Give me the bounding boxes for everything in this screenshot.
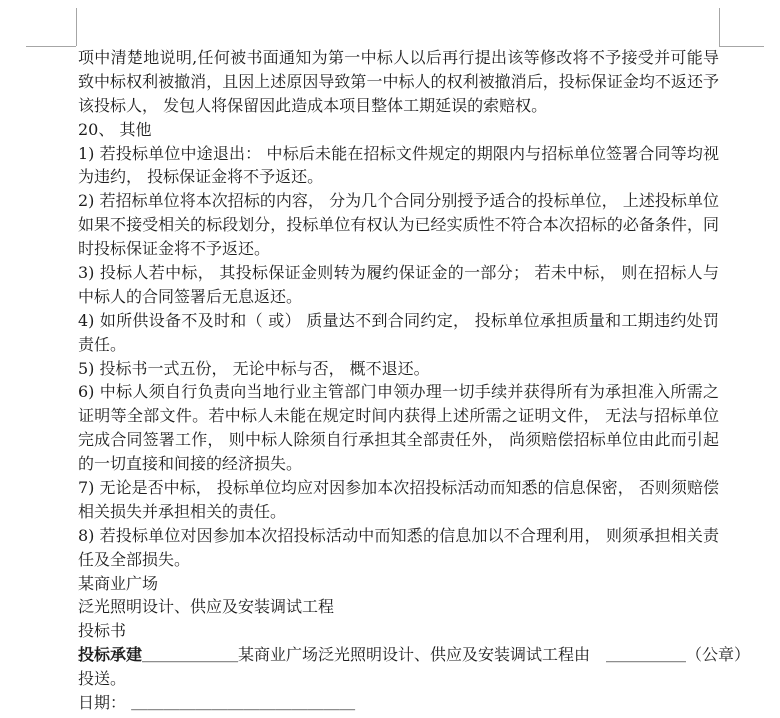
text-line: 致中标权利被撤消，且因上述原因导致第一中标人的权利被撤消后，投标保证金均不返还予 xyxy=(78,71,719,91)
margin-crop-mark-left-vertical xyxy=(76,8,77,46)
margin-crop-mark-right-vertical xyxy=(719,8,720,46)
text-line: 8) 若投标单位对因参加本次招投标活动中而知悉的信息加以不合理利用， 则须承担相关责 xyxy=(78,525,719,545)
text-line: 3) 投标人若中标， 其投标保证金则转为履约保证金的一部分； 若未中标， 则在招标人与 xyxy=(78,263,719,283)
text-line: 该投标人， 发包人将保留因此造成本项目整体工期延误的索赔权。 xyxy=(78,95,548,115)
text-line xyxy=(78,643,751,667)
margin-crop-mark-left-horizontal xyxy=(26,46,76,47)
text-line: 2) 若招标单位将本次招标的内容， 分为几个合同分别授予适合的投标单位， 上述投标单位 xyxy=(78,191,719,211)
text-line: 的一切直接和间接的经济损失。 xyxy=(78,454,303,474)
text-line: 20、 其他 xyxy=(78,119,152,139)
text-line: 投送。 xyxy=(78,669,127,689)
text-line: 证明等全部文件。若中标人未能在规定时间内获得上述所需之证明文件， 无法与招标单位 xyxy=(78,406,719,426)
text-line: 4) 如所供设备不及时和（ 或） 质量达不到合同约定， 投标单位承担质量和工期违约处罚 xyxy=(78,310,719,330)
text-line: 任及全部损失。 xyxy=(78,549,191,569)
text-line: 中标人的合同签署后无息返还。 xyxy=(78,286,303,306)
text-line: 为违约， 投标保证金将不予返还。 xyxy=(78,167,324,187)
text-line: 1) 若投标单位中途退出： 中标后未能在招标文件规定的期限内与招标单位签署合同等均视 xyxy=(78,143,719,163)
text-line: 如果不接受相关的标段划分，投标单位有权认为已经实质性不符合本次招标的必备条件，同 xyxy=(78,215,719,235)
text-segment: 投标承建 xyxy=(78,645,143,665)
document-body xyxy=(78,46,751,715)
text-line: 投标书 xyxy=(78,621,127,641)
text-line: 日期： ＿＿＿＿＿＿＿＿＿＿＿＿＿＿ xyxy=(78,693,356,713)
margin-crop-mark-right-horizontal xyxy=(719,46,764,47)
text-segment: ＿＿＿＿＿＿某商业广场泛光照明设计、供应及安装调试工程由 xyxy=(142,645,607,665)
text-line: 5) 投标书一式五份， 无论中标与否， 概不退还。 xyxy=(78,358,430,378)
text-line: 责任。 xyxy=(78,334,127,354)
text-line: 某商业广场 xyxy=(78,573,159,593)
text-line: 泛光照明设计、供应及安装调试工程 xyxy=(78,597,335,617)
text-segment: ＿＿＿＿＿（公章） xyxy=(606,645,751,665)
text-line: 相关损失并承担相关的责任。 xyxy=(78,501,287,521)
text-line: 时投标保证金将不予返还。 xyxy=(78,239,271,259)
text-line: 6) 中标人须自行负责向当地行业主管部门申领办理一切手续并获得所有为承担准入所需之 xyxy=(78,382,719,402)
text-line: 项中清楚地说明,任何被书面通知为第一中标人以后再行提出该等修改将不予接受并可能导 xyxy=(78,48,719,67)
text-line: 完成合同签署工作， 则中标人除须自行承担其全部责任外， 尚须赔偿招标单位由此而引起 xyxy=(78,430,719,450)
text-line: 7) 无论是否中标， 投标单位均应对因参加本次招投标活动而知悉的信息保密， 否则须赔偿 xyxy=(78,478,719,498)
